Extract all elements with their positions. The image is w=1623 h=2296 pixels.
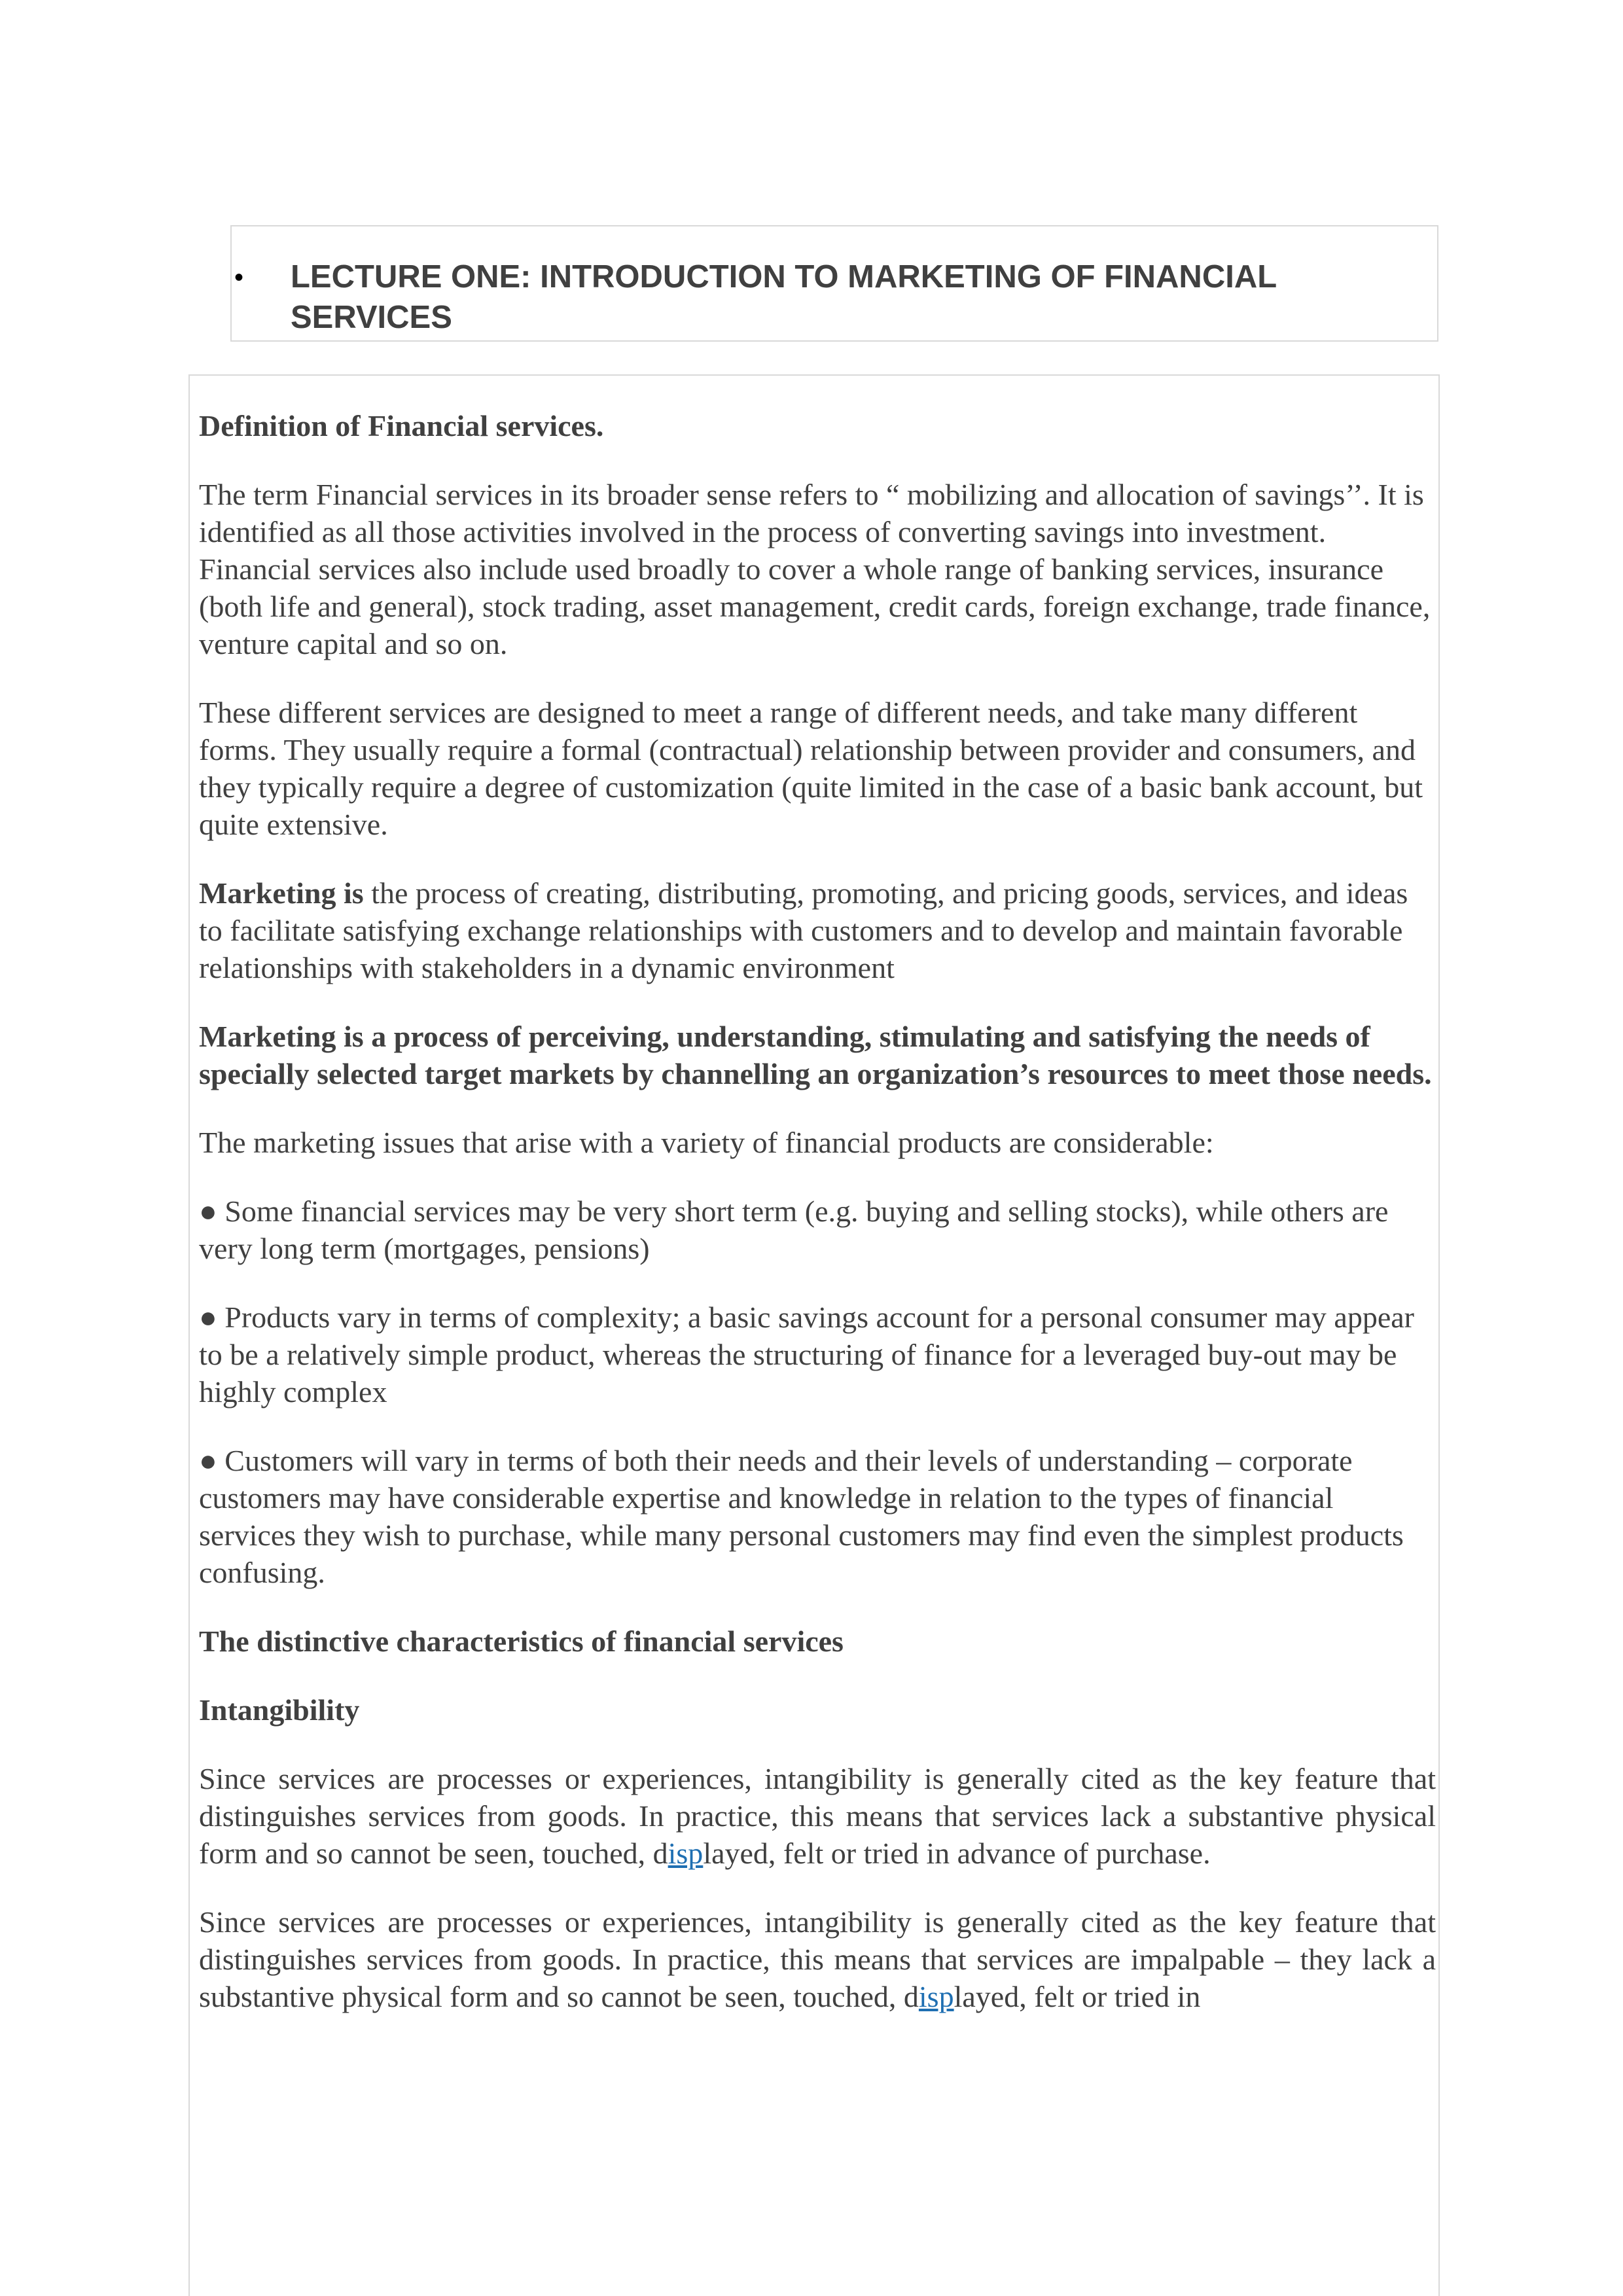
intangibility-heading: Intangibility [199,1693,360,1727]
marketing-definition-text: the process of creating, distributing, promoting, and pricing goods, services, and ideas to facilitate satisfying exchange relationships with customers and to develop and maintain favorable relationships with stakeholders in a dynamic environment [199,876,1408,984]
display-link[interactable]: isp [918,1980,954,2013]
definition-paragraph: The term Financial services in its broader sense refers to “ mobilizing and allocation of savings’’. It is identified as all those activities involved in the process of converting savings into investment. Financial services also include used broadly to cover a whole range of banking services, insurance (both life and general), stock trading, asset management, credit cards, foreign exchange, trade finance, venture capital and so on. [199,478,1431,660]
intangibility-1-text: Since services are processes or experiences, intangibility is generally cited as the key feature that distinguishes services from goods. In practice, this means that services lack a substantive physical form and so cannot be seen, touched, d [199,1762,1436,1870]
intangibility-paragraph-1 [199,1760,1436,1872]
issues-intro: The marketing issues that arise with a variety of financial products are considerable: [199,1126,1214,1159]
marketing-definition-2: Marketing is a process of perceiving, understanding, stimulating and satisfying the needs of specially selected target markets by channelling an organization’s resources to meet those needs. [199,1020,1432,1090]
intangibility-paragraph-2 [199,1903,1436,2015]
definition-heading: Definition of Financial services. [199,409,604,442]
lecture-title: LECTURE ONE: INTRODUCTION TO MARKETING OF FINANCIAL SERVICES [291,259,1277,335]
intangibility-2-text-end: layed, felt or tried in [954,1980,1201,2013]
display-link[interactable]: isp [668,1837,704,1870]
marketing-lead: Marketing is [199,876,364,910]
intangibility-2-text: Since services are processes or experiences, intangibility is generally cited as the key feature that distinguishes services from goods. In practice, this means that services are impalpable – they lack a substantive physical form and so cannot be seen, touched, d [199,1905,1436,2013]
intangibility-1-text-end: layed, felt or tried in advance of purchase. [703,1837,1211,1870]
characteristics-heading: The distinctive characteristics of financial services [199,1624,844,1658]
lecture-content [199,407,1436,2047]
issue-item: ● Products vary in terms of complexity; a basic savings account for a personal consumer may appear to be a relatively simple product, whereas the structuring of finance for a leveraged buy-out may be highly complex [199,1300,1415,1408]
issue-item: ● Customers will vary in terms of both their needs and their levels of understanding – corporate customers may have considerable expertise and knowledge in relation to the types of financial services they wish to purchase, while many personal customers may find even the simplest products confusing. [199,1444,1404,1589]
services-paragraph: These different services are designed to meet a range of different needs, and take many different forms. They usually require a formal (contractual) relationship between provider and consumers, and they typically require a degree of customization (quite limited in the case of a basic bank account, but quite extensive. [199,696,1423,841]
issue-item: ● Some financial services may be very short term (e.g. buying and selling stocks), while others are very long term (mortgages, pensions) [199,1194,1389,1265]
marketing-definition [199,874,1436,986]
title-bullet: • [234,263,244,292]
